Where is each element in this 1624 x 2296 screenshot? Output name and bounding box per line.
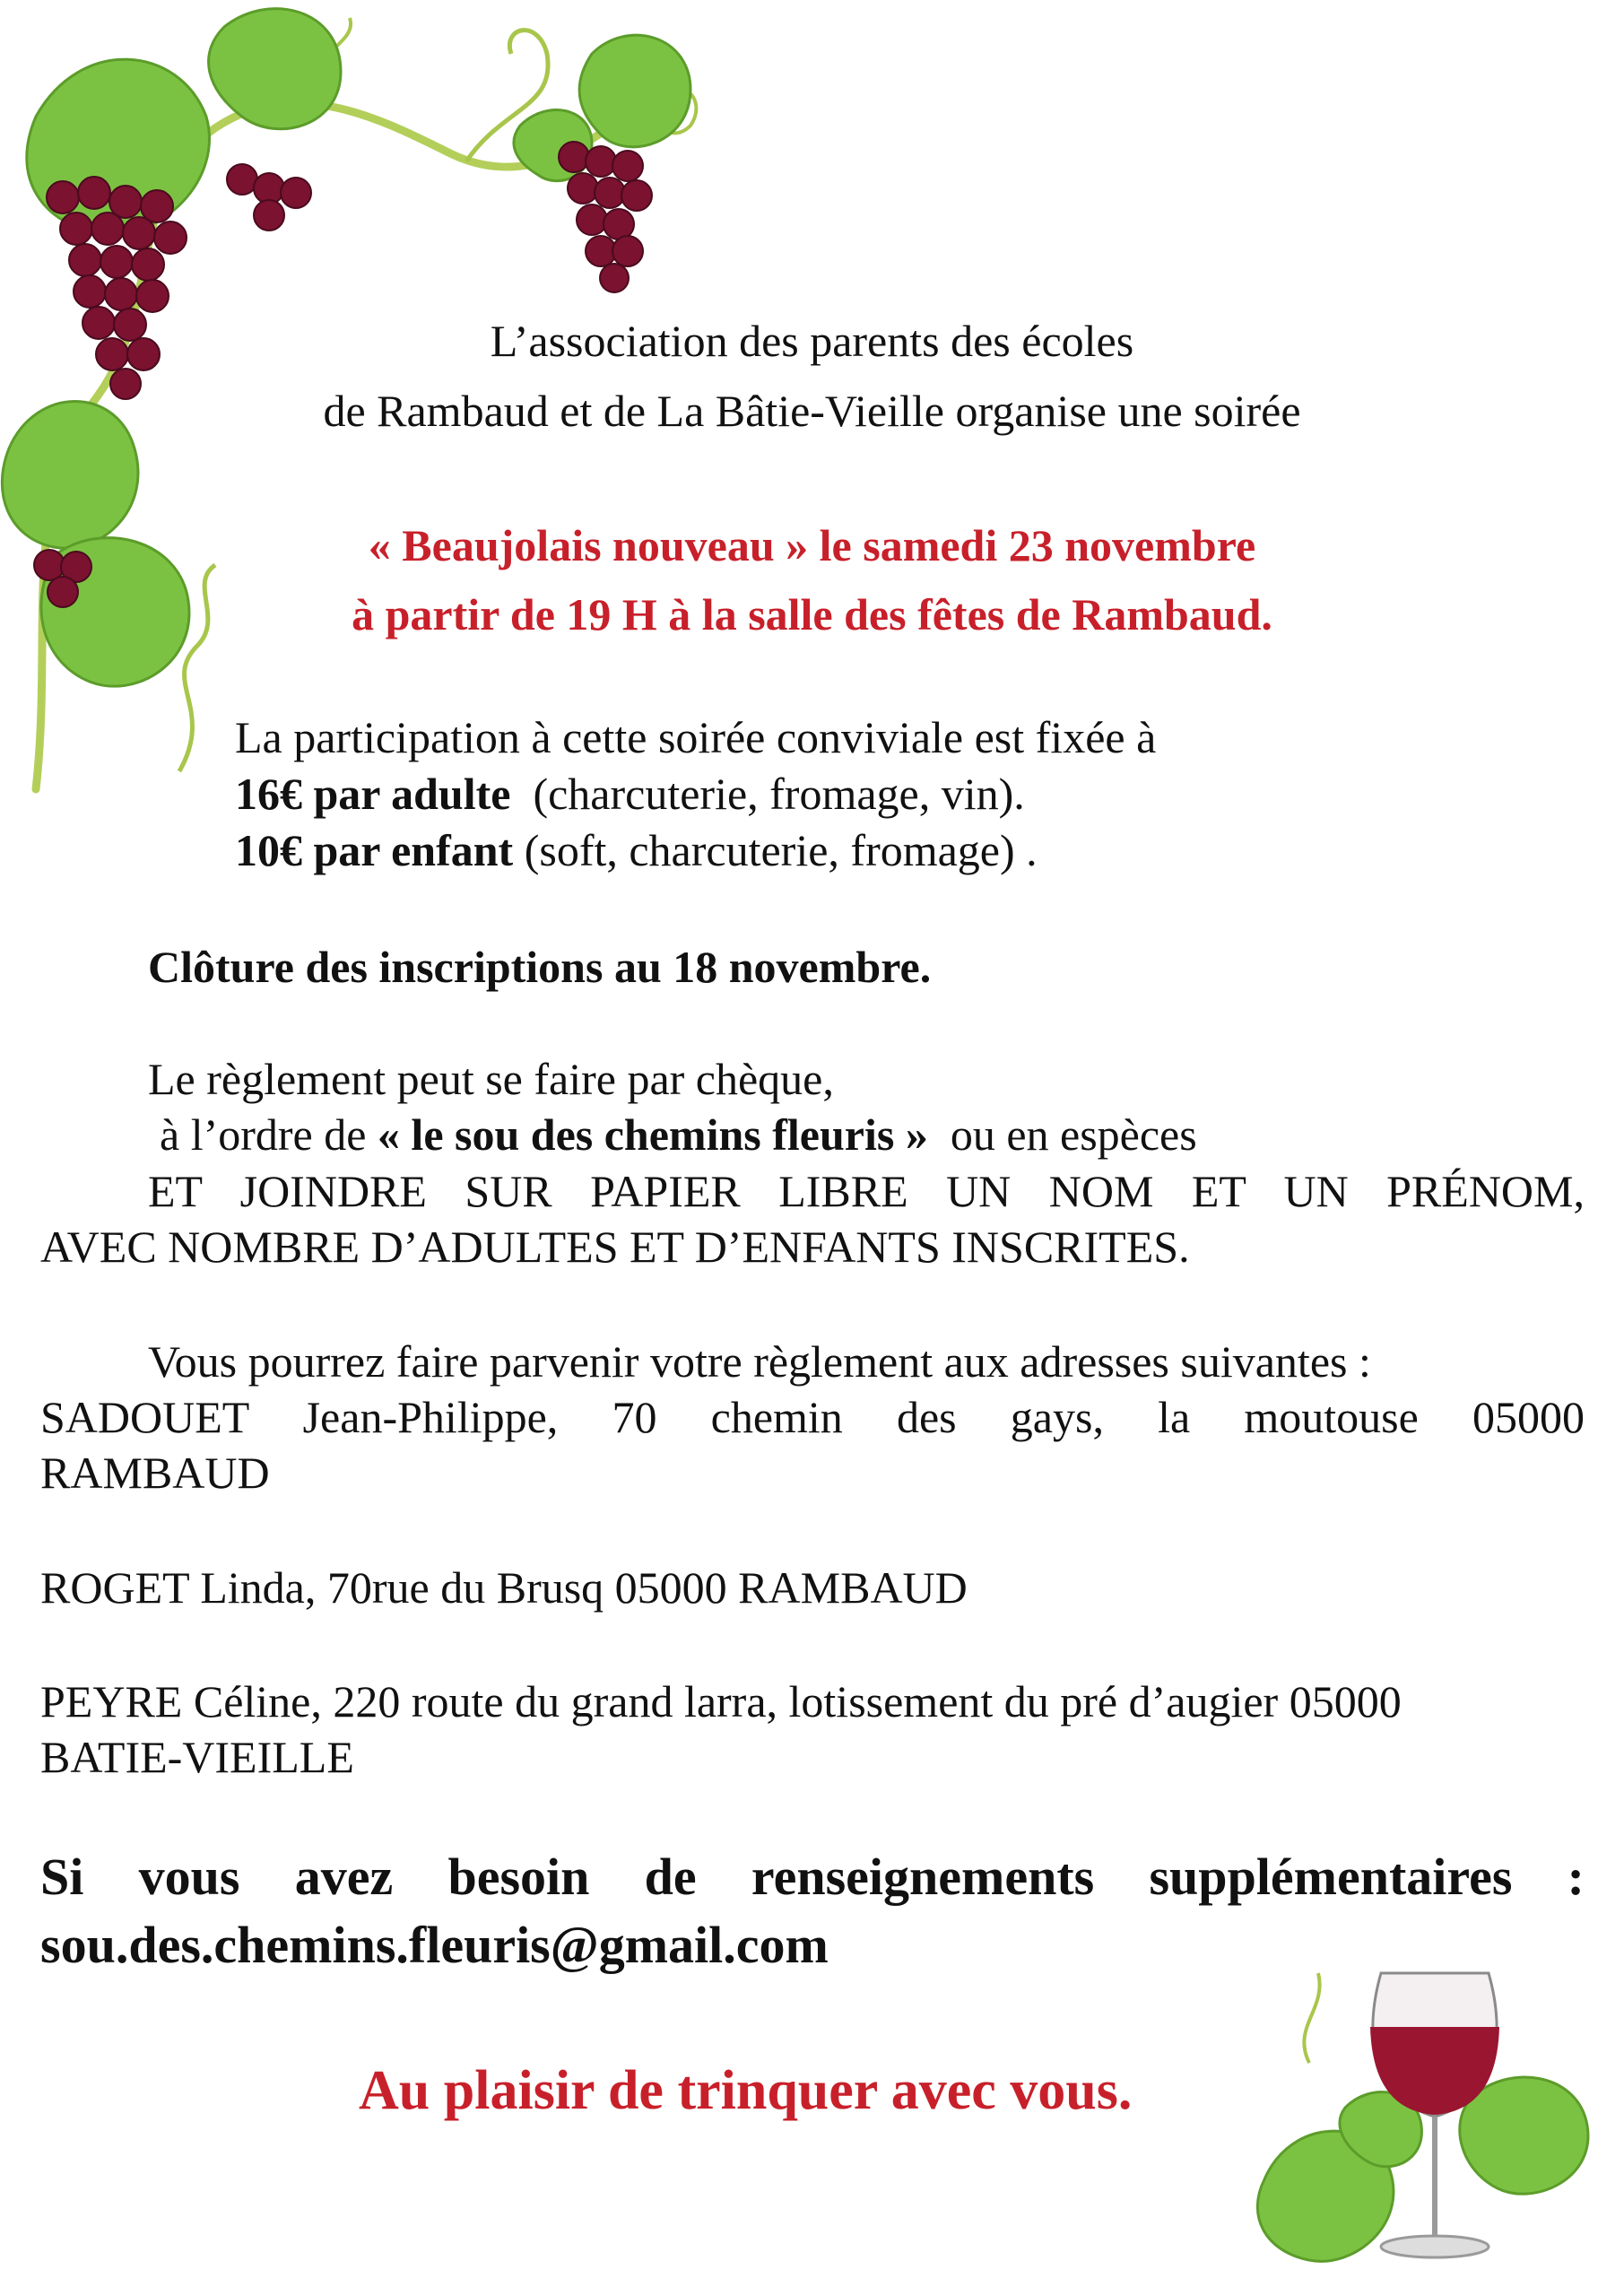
wine-glass-illustration <box>1255 1955 1614 2278</box>
child-price-line <box>235 823 1038 877</box>
payment-order-prefix: à l’ordre de <box>160 1109 367 1160</box>
contact-email[interactable]: sou.des.chemins.fleuris@gmail.com <box>40 1916 829 1974</box>
payee-name: « le sou des chemins fleuris » <box>377 1109 928 1160</box>
pricing-intro: La participation à cette soirée conviviale est fixée à <box>235 712 1157 762</box>
adult-price-line <box>235 767 1025 821</box>
child-price-detail: (soft, charcuterie, fromage) . <box>524 825 1038 875</box>
registration-deadline: Clôture des inscriptions au 18 novembre. <box>148 942 932 992</box>
closing-message: Au plaisir de trinquer avec vous. <box>359 2060 1133 2121</box>
event-title-line-1: « Beaujolais nouveau » le samedi 23 novembre <box>368 520 1256 570</box>
address-peyre-line-2: BATIE-VIEILLE <box>40 1732 354 1782</box>
adult-price-detail: (charcuterie, fromage, vin). <box>533 769 1025 819</box>
payment-instruction-line-1: ET JOINDRE SUR PAPIER LIBRE UN NOM ET UN PRÉNOM, <box>148 1166 1585 1216</box>
address-sadouet-line-1: SADOUET Jean-Philippe, 70 chemin des gays, la moutouse 05000 <box>40 1392 1585 1442</box>
addresses-intro: Vous pourrez faire parvenir votre règlement aux adresses suivantes : <box>148 1336 1371 1387</box>
address-sadouet-line-2: RAMBAUD <box>40 1448 270 1498</box>
payment-order-suffix: ou en espèces <box>950 1109 1197 1160</box>
address-roget: ROGET Linda, 70rue du Brusq 05000 RAMBAUD <box>40 1562 968 1613</box>
contact-info-line: Si vous avez besoin de renseignements supplémentaires : <box>40 1848 1585 1906</box>
payment-order-line <box>160 1108 1197 1161</box>
intro-line-2: de Rambaud et de La Bâtie-Vieille organise une soirée <box>323 386 1301 436</box>
adult-price: 16€ par adulte <box>235 769 511 819</box>
payment-line-1: Le règlement peut se faire par chèque, <box>148 1054 834 1104</box>
child-price: 10€ par enfant <box>235 825 514 875</box>
intro-line-1: L’association des parents des écoles <box>490 316 1134 366</box>
payment-instruction-line-2: AVEC NOMBRE D’ADULTES ET D’ENFANTS INSCRITES. <box>40 1222 1190 1272</box>
address-peyre-line-1: PEYRE Céline, 220 route du grand larra, lotissement du pré d’augier 05000 <box>40 1676 1402 1726</box>
event-title-line-2: à partir de 19 H à la salle des fêtes de Rambaud. <box>352 589 1272 639</box>
